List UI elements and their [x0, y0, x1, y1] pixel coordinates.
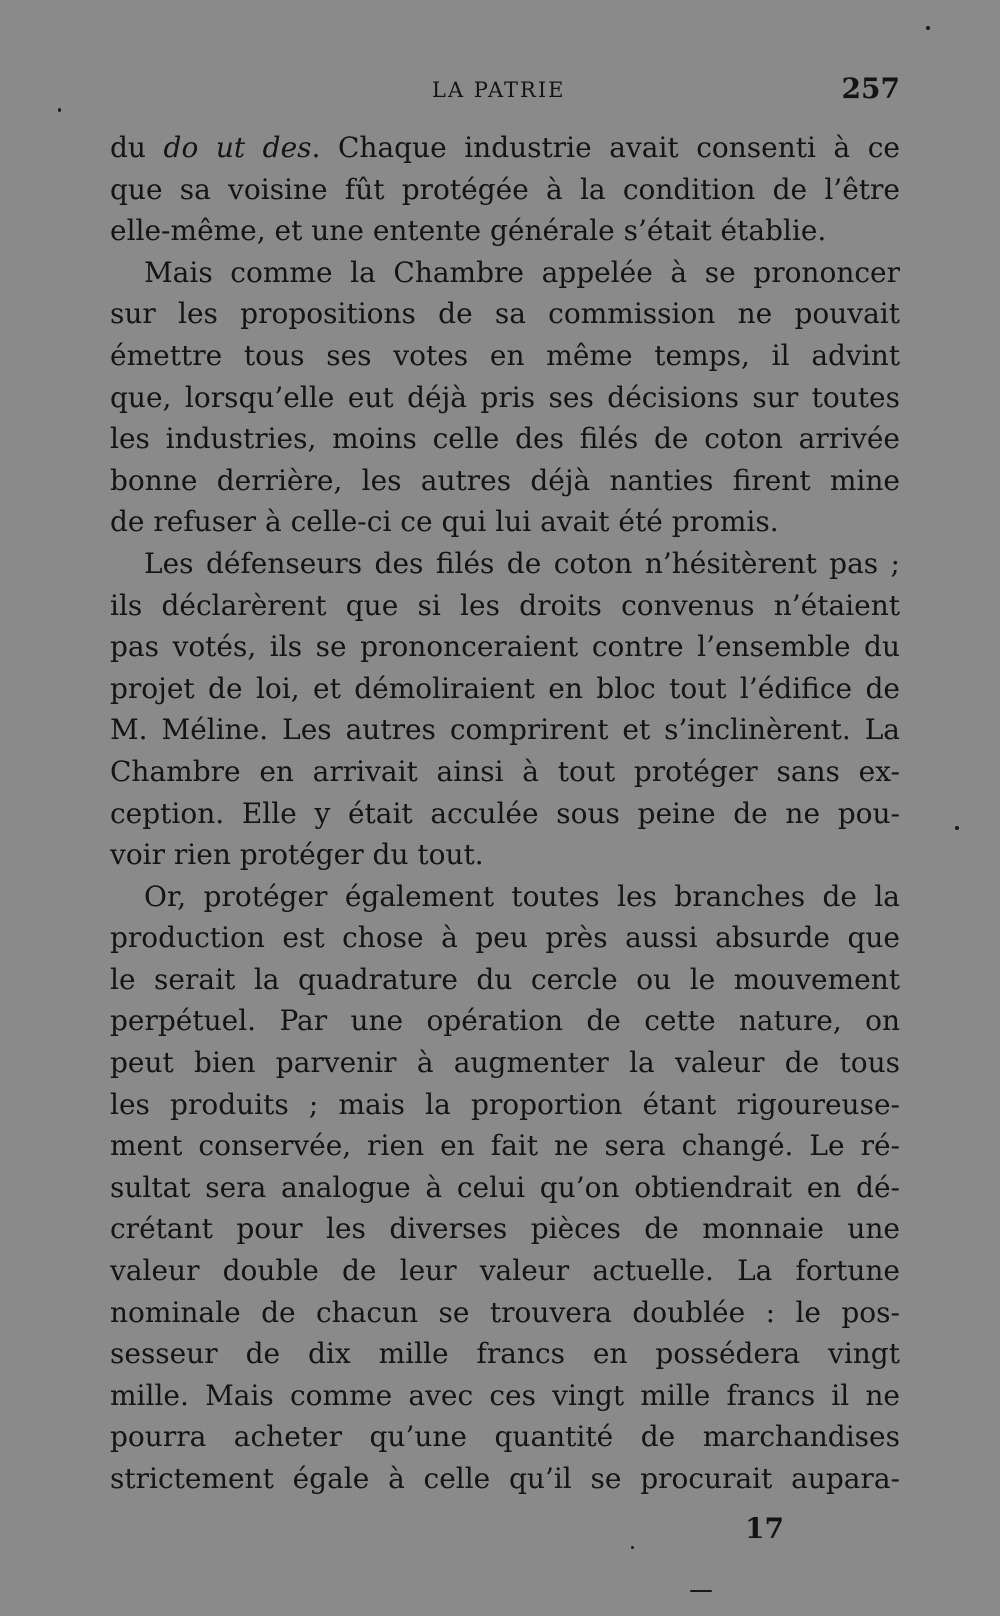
text-line: que, lorsqu’elle eut déjà pris ses décisions sur toutes [110, 380, 900, 414]
scan-speck [58, 108, 61, 112]
text-line: pourra acheter qu’une quantité de marchandises [110, 1420, 900, 1454]
text-line: crétant pour les diverses pièces de monnaie une [110, 1212, 900, 1246]
running-title: LA PATRIE [432, 78, 566, 102]
text-line: sur les propositions de sa commission ne pouvait [110, 297, 900, 331]
text-line: voir rien protéger du tout. [110, 838, 484, 872]
text-line: que sa voisine fût protégée à la condition de l’être [110, 172, 900, 206]
scan-speck [631, 1546, 634, 1549]
body-text [110, 127, 900, 1500]
text-line: ception. Elle y était acculée sous peine de ne pou- [110, 796, 900, 830]
text-line: production est chose à peu près aussi absurde que [110, 921, 900, 955]
text-line: ment conservée, rien en fait ne sera changé. Le ré- [110, 1129, 900, 1163]
text-line: bonne derrière, les autres déjà nanties firent mine [110, 463, 900, 497]
scan-speck [955, 826, 959, 830]
text-line: M. Méline. Les autres comprirent et s’inclinèrent. La [110, 713, 900, 747]
text-line: les industries, moins celle des filés de coton arrivée [110, 422, 900, 456]
text-line: pas votés, ils se prononceraient contre l’ensemble du [110, 630, 900, 664]
text-line: ils déclarèrent que si les droits convenus n’étaient [110, 588, 900, 622]
text-line: elle-même, et une entente générale s’était établie. [110, 214, 827, 248]
text-line: le serait la quadrature du cercle ou le mouvement [110, 962, 900, 996]
text-line: de refuser à celle-ci ce qui lui avait été promis. [110, 505, 779, 539]
text-line: strictement égale à celle qu’il se procurait aupara- [110, 1462, 900, 1495]
text-line: du do ut des. Chaque industrie avait consenti à ce [110, 131, 900, 164]
text-line: sultat sera analogue à celui qu’on obtiendrait en dé- [110, 1170, 900, 1204]
text-line: peut bien parvenir à augmenter la valeur de tous [110, 1046, 900, 1080]
text-line: perpétuel. Par une opération de cette nature, on [110, 1004, 900, 1038]
scan-speck [690, 1590, 712, 1592]
text-line: sesseur de dix mille francs en possédera vingt [110, 1337, 900, 1371]
text-line: Mais comme la Chambre appelée à se prononcer [144, 255, 900, 289]
text-line: Or, protéger également toutes les branches de la [144, 879, 900, 913]
page-header [110, 72, 900, 112]
text-line: valeur double de leur valeur actuelle. La fortune [110, 1254, 900, 1288]
text-line: les produits ; mais la proportion étant rigoureuse- [110, 1087, 900, 1121]
page-number: 257 [841, 72, 900, 105]
text-line: émettre tous ses votes en même temps, il advint [110, 338, 900, 372]
text-line: projet de loi, et démoliraient en bloc tout l’édifice de [110, 671, 900, 705]
text-line: Les défenseurs des filés de coton n’hésitèrent pas ; [144, 546, 900, 580]
signature-mark: 17 [745, 1512, 784, 1545]
text-line: mille. Mais comme avec ces vingt mille francs il ne [110, 1378, 900, 1412]
text-line: nominale de chacun se trouvera doublée : le pos- [110, 1295, 900, 1329]
text-line: Chambre en arrivait ainsi à tout protéger sans ex- [110, 754, 900, 788]
scan-speck [926, 26, 930, 30]
